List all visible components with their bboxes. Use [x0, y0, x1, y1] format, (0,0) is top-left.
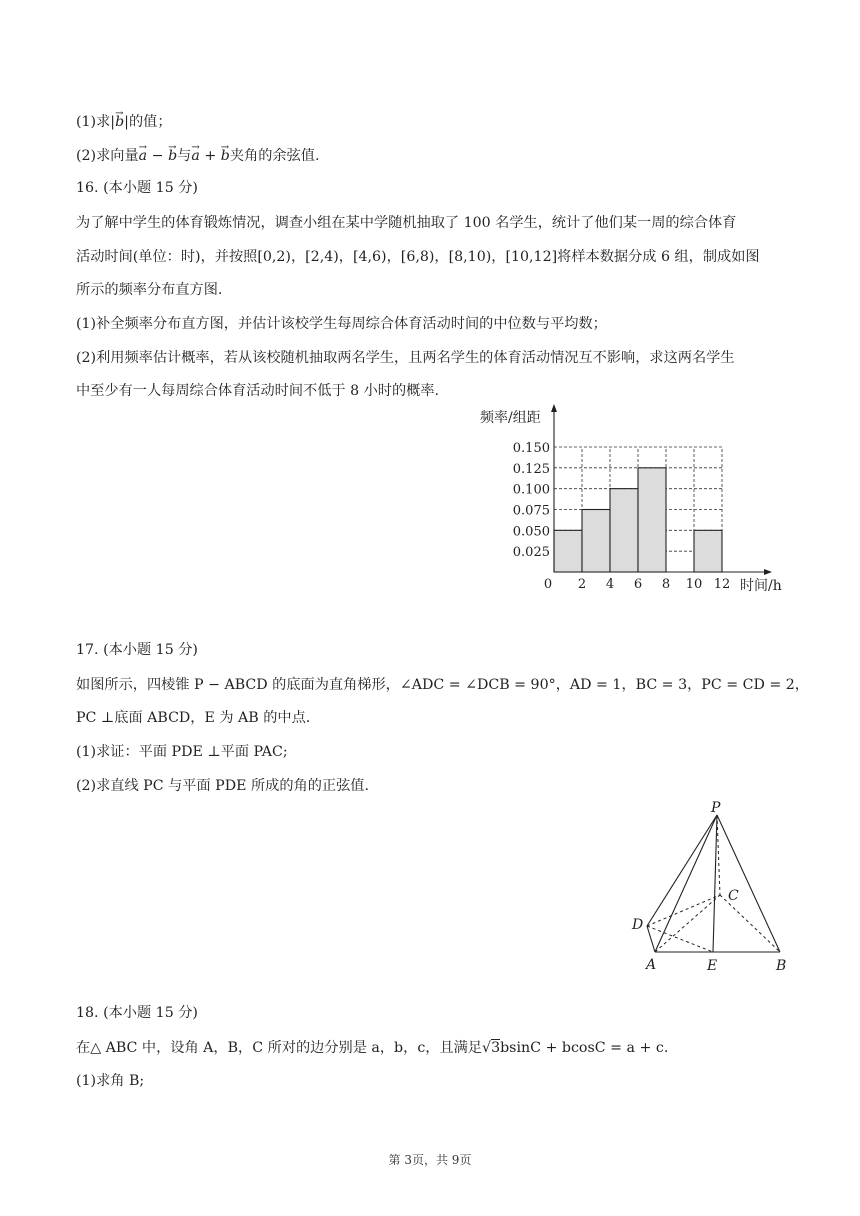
vector-b: → b — [115, 114, 124, 130]
q17-stem-line2: PC ⊥底面 ABCD，E 为 AB 的中点. — [76, 710, 311, 726]
histogram-bar — [554, 530, 582, 572]
label-B: B — [776, 958, 787, 974]
edge-DA — [647, 926, 655, 952]
pyramid-figure — [625, 798, 800, 978]
vector-b: → b — [221, 148, 230, 164]
q18-header: 18. (本小题 15 分) — [76, 1005, 198, 1021]
histogram-bar — [694, 530, 722, 572]
q18-stem-prefix: 在△ ABC 中，设角 A，B，C 所对的边分别是 a，b，c，且满足 — [76, 1040, 483, 1056]
edge-PD — [647, 815, 717, 926]
x-tick-label: 0 — [543, 577, 553, 592]
edge-PB — [717, 815, 780, 952]
label-E: E — [707, 958, 718, 974]
q18-part1: (1)求角 B; — [76, 1073, 145, 1089]
edge-PE — [713, 815, 717, 952]
x-axis-arrow — [764, 569, 772, 575]
y-tick-label: 0.125 — [512, 461, 550, 477]
q17-header: 17. (本小题 15 分) — [76, 642, 198, 658]
q17-part2: (2)求直线 PC 与平面 PDE 所成的角的正弦值. — [76, 778, 369, 794]
q16-stem-line3: 所示的频率分布直方图. — [76, 282, 223, 298]
x-tick-label: 12 — [713, 577, 731, 592]
y-tick-label: 0.025 — [512, 545, 550, 561]
histogram-bar — [610, 489, 638, 572]
y-axis-arrow — [551, 404, 557, 412]
q18-stem — [76, 1038, 668, 1058]
y-tick-label: 0.100 — [512, 482, 550, 498]
diag-AC — [655, 895, 720, 952]
x-tick-label: 8 — [661, 577, 671, 592]
label-P: P — [711, 800, 721, 816]
q15-part2-prefix: (2)求向量 — [76, 148, 139, 164]
q15-part1-prefix: (1)求| — [76, 114, 116, 130]
q15-part1-suffix: |的值； — [124, 114, 172, 130]
q16-part2-line2: 中至少有一人每周综合体育活动时间不低于 8 小时的概率. — [76, 383, 440, 399]
q15-part2 — [76, 146, 319, 166]
label-C: C — [728, 888, 739, 904]
label-D: D — [632, 917, 644, 933]
minus-sign: − — [147, 148, 169, 164]
x-tick-label: 10 — [685, 577, 703, 592]
q16-stem-line1: 为了解中学生的体育锻炼情况，调查小组在某中学随机抽取了 100 名学生，统计了他们某一周的综合体育 — [76, 215, 737, 231]
vector-b: → b — [168, 148, 177, 164]
sqrt-radicand: 3 — [491, 1040, 501, 1056]
y-tick-label: 0.150 — [512, 441, 550, 456]
page-footer: 第 3页，共 9页 — [388, 1153, 472, 1167]
x-tick-label: 6 — [633, 577, 643, 592]
y-axis-label: 频率/组距 — [480, 410, 541, 426]
histogram-bar — [638, 468, 666, 572]
x-tick-label: 4 — [605, 577, 615, 592]
q16-part2-line1: (2)利用频率估计概率，若从该校随机抽取两名学生，且两名学生的体育活动情况互不影响，求这两名学生 — [76, 350, 735, 366]
x-tick-label: 2 — [577, 577, 587, 592]
q15-part1 — [76, 112, 172, 132]
plus-sign: + — [199, 148, 221, 164]
q16-header: 16. (本小题 15 分) — [76, 180, 198, 196]
q17-stem-line1: 如图所示，四棱锥 P − ABCD 的底面为直角梯形，∠ADC = ∠DCB = 90°，AD = 1，BC = 3，PC = CD = 2， — [76, 677, 809, 693]
q16-stem-line2: 活动时间(单位：时)，并按照[0,2)，[2,4)，[4,6)，[6,8)，[8,10)，[10,12]将样本数据分成 6 组，制成如图 — [76, 249, 760, 265]
q15-part2-suffix: 夹角的余弦值. — [229, 148, 320, 164]
edge-PA — [655, 815, 717, 952]
y-tick-label: 0.075 — [512, 503, 550, 519]
edge-DC — [647, 895, 720, 926]
q16-part1: (1)补全频率分布直方图，并估计该校学生每周综合体育活动时间的中位数与平均数； — [76, 316, 607, 332]
vector-a: → a — [139, 148, 147, 164]
y-tick-label: 0.050 — [512, 524, 550, 540]
frequency-histogram — [470, 400, 800, 605]
vector-a: → a — [191, 148, 199, 164]
edge-PC — [717, 815, 720, 895]
q18-stem-suffix: bsinC + bcosC = a + c. — [500, 1040, 669, 1056]
label-A: A — [646, 957, 657, 973]
x-axis-label: 时间/h — [740, 578, 782, 594]
q15-part2-mid: 与 — [177, 148, 192, 164]
sqrt-sign: √ — [482, 1040, 492, 1056]
q17-part1: (1)求证：平面 PDE ⊥平面 PAC; — [76, 744, 288, 760]
histogram-bar — [582, 510, 610, 573]
